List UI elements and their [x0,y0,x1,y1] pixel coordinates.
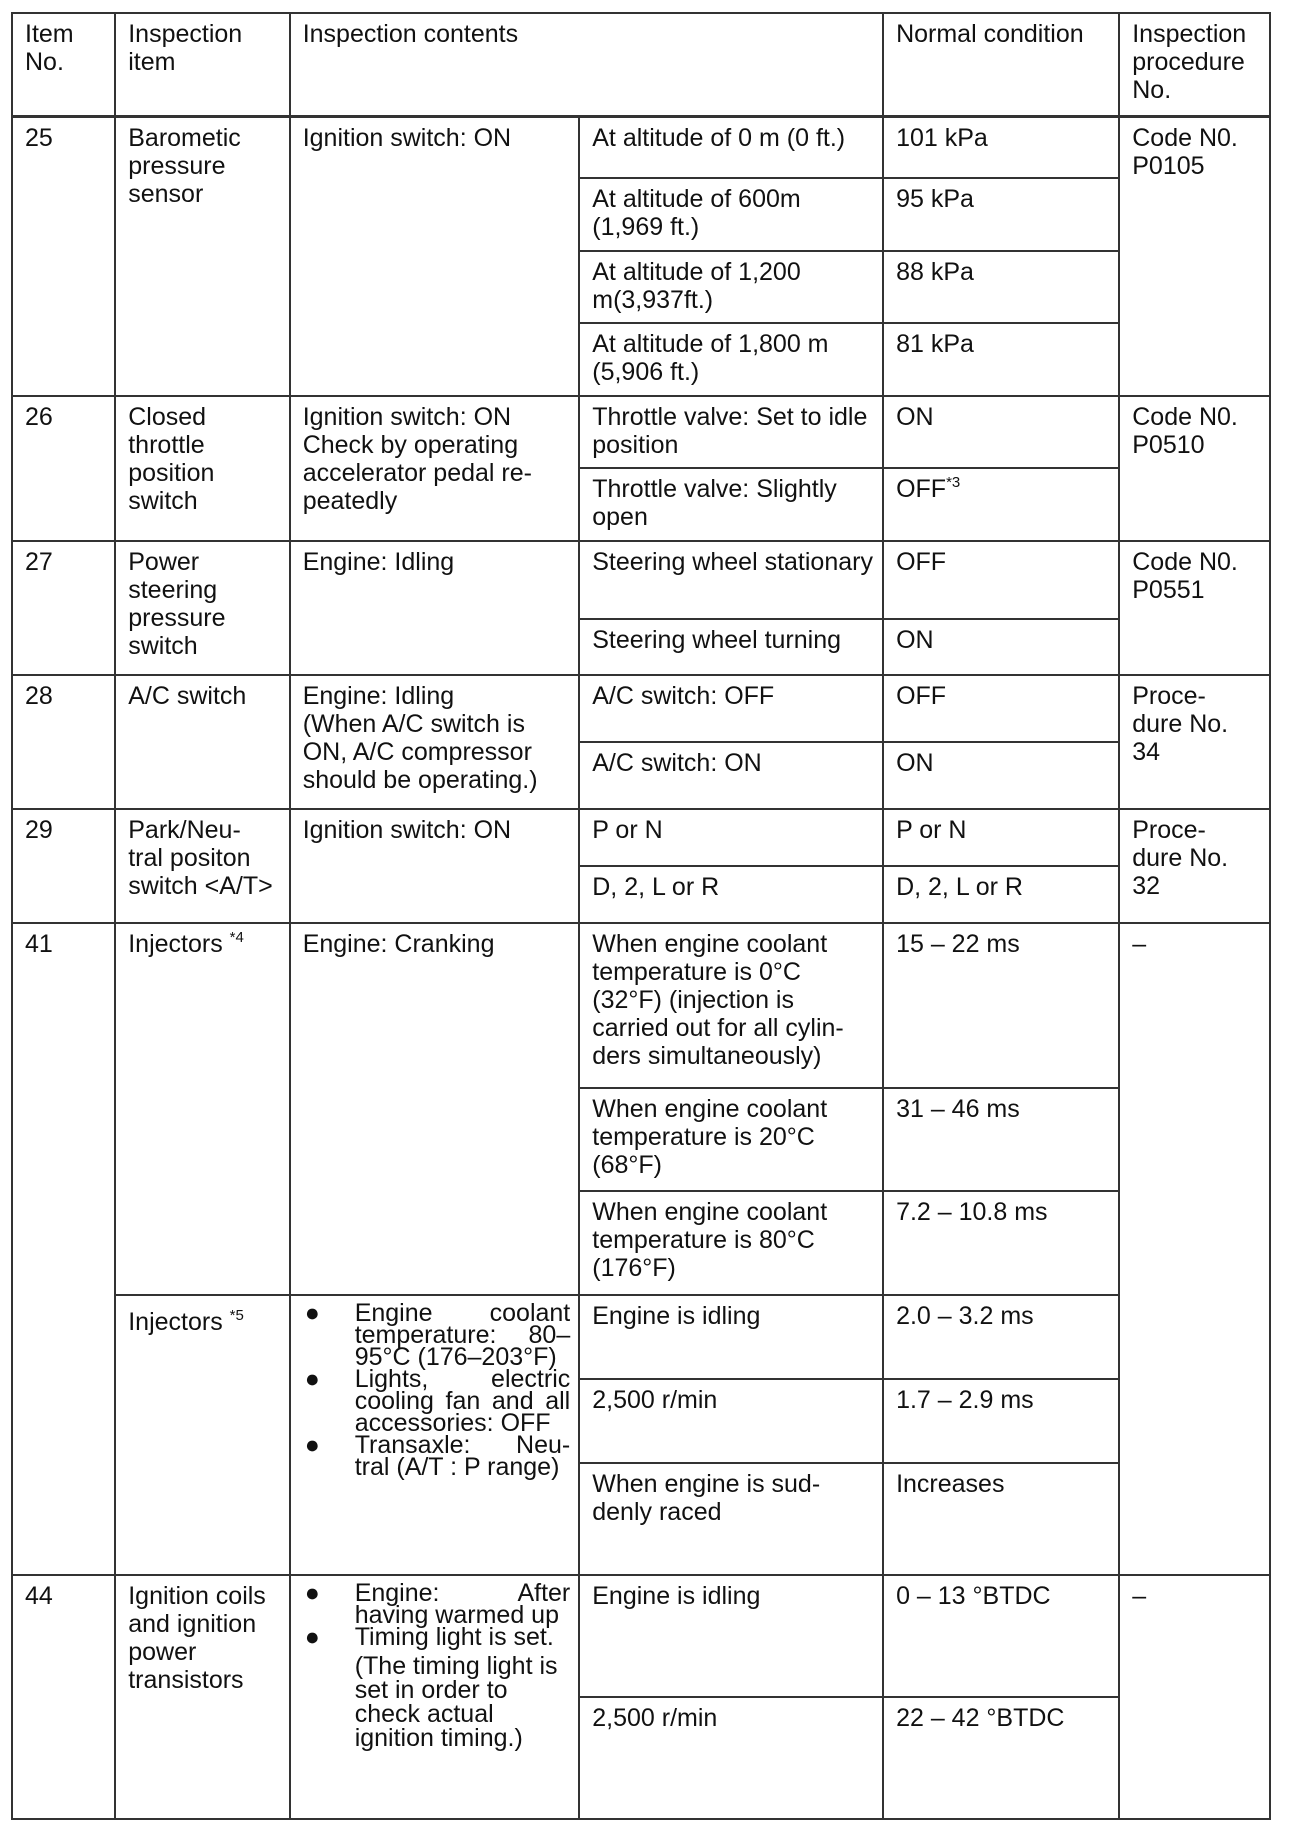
normal-condition-cell: 31 – 46 ms [883,1088,1119,1191]
item-label: Injectors [128,1307,223,1336]
table-row [12,1575,1270,1697]
condition-cell: At altitude of 1,800 m (5,906 ft.) [579,323,883,396]
inspection-contents: Engine: Cranking [290,923,580,1294]
procedure-no: – [1119,923,1270,1575]
footnote-marker: *3 [946,474,961,492]
condition-cell: Steering wheel stationary [579,541,883,620]
header-procedure-no: Inspection procedure No. [1119,13,1270,117]
normal-condition-cell: 15 – 22 ms [883,923,1119,1088]
normal-condition-cell: ON [883,619,1119,675]
bullet-item [303,1364,571,1437]
normal-condition-cell [883,468,1119,541]
inspection-contents: Engine: Idling [290,541,580,675]
condition-bullets [303,1578,571,1651]
table-row [12,1295,1270,1380]
procedure-no: – [1119,1575,1270,1819]
bullet-text: Transaxle: Neu- tral (A/T : P range) [354,1430,571,1481]
procedure-no: Code N0. P0510 [1119,396,1270,541]
bullet-item [303,1578,571,1629]
bullet-dot: ● [304,1364,320,1393]
condition-cell: Engine is idling [579,1575,883,1697]
condition-cell: When engine coolant temperature is 0°C (32°F) (injection is carried out for all cylin- ders simultaneously) [579,923,883,1088]
procedure-no: Proce- dure No. 34 [1119,675,1270,809]
item-no: 29 [12,809,115,923]
condition-cell: Throttle valve: Slightly open [579,468,883,541]
condition-bullets [303,1298,571,1481]
condition-cell: D, 2, L or R [579,866,883,923]
procedure-no: Code N0. P0105 [1119,117,1270,396]
table-row [12,675,1270,742]
normal-condition-cell: 22 – 42 °BTDC [883,1697,1119,1819]
inspection-item: A/C switch [115,675,289,809]
inspection-contents: Ignition switch: ON Check by operating accelerator pedal re- peatedly [290,396,580,541]
condition-cell: At altitude of 1,200 m(3,937ft.) [579,251,883,324]
normal-condition-cell: P or N [883,809,1119,866]
condition-cell: P or N [579,809,883,866]
inspection-item: Power steering pressure switch [115,541,289,675]
item-no: 44 [12,1575,115,1819]
item-no: 27 [12,541,115,675]
bullet-dot: ● [304,1622,320,1651]
normal-condition-cell: OFF [883,541,1119,620]
header-inspection-contents: Inspection contents [290,13,883,117]
inspection-contents [290,1295,580,1575]
bullet-text: Lights, electric cooling fan and all accessories: OFF [354,1364,571,1437]
condition-cell: At altitude of 0 m (0 ft.) [579,117,883,179]
bullet-text: Engine coolant temperature: 80–95°C (176–203°F) [354,1298,571,1371]
bullet-text: Engine: After having warmed up [354,1578,571,1629]
normal-condition-cell: D, 2, L or R [883,866,1119,923]
normal-condition-cell: Increases [883,1463,1119,1575]
normal-condition-cell: OFF [883,675,1119,742]
table-row [12,809,1270,866]
item-no: 41 [12,923,115,1575]
header-item-no: Item No. [12,13,115,117]
normal-condition-cell: 1.7 – 2.9 ms [883,1379,1119,1463]
bullet-dot: ● [304,1578,320,1607]
procedure-no: Proce- dure No. 32 [1119,809,1270,923]
normal-value: OFF [896,475,947,504]
table-row [12,117,1270,179]
normal-condition-cell: 88 kPa [883,251,1119,324]
normal-condition-cell: 95 kPa [883,178,1119,251]
bullet-item [303,1430,571,1481]
inspection-item [115,1295,289,1575]
inspection-item: Barometic pressure sensor [115,117,289,396]
inspection-item [115,923,289,1294]
condition-cell: When engine coolant temperature is 80°C (176°F) [579,1191,883,1294]
inspection-contents: Ignition switch: ON [290,117,580,396]
bullet-text: Timing light is set. [354,1622,554,1651]
condition-cell: 2,500 r/min [579,1697,883,1819]
normal-condition-cell: 2.0 – 3.2 ms [883,1295,1119,1380]
item-no: 25 [12,117,115,396]
inspection-table [11,12,1271,1820]
footnote-marker: *4 [229,929,244,947]
item-label: Injectors [128,930,223,959]
inspection-contents: Ignition switch: ON [290,809,580,923]
inspection-item: Park/Neu- tral positon switch <A/T> [115,809,289,923]
header-inspection-item: Inspection item [115,13,289,117]
timing-light-note: (The timing light is set in order to check actual ignition timing.) [354,1651,558,1752]
condition-cell: 2,500 r/min [579,1379,883,1463]
table-row [12,541,1270,620]
inspection-contents [290,675,580,809]
normal-condition-cell: 81 kPa [883,323,1119,396]
condition-cell: When engine coolant temperature is 20°C (68°F) [579,1088,883,1191]
bullet-dot: ● [304,1298,320,1327]
condition-cell: When engine is sud- denly raced [579,1463,883,1575]
normal-condition-cell: 0 – 13 °BTDC [883,1575,1119,1697]
condition-cell: At altitude of 600m (1,969 ft.) [579,178,883,251]
contents-note: (When A/C switch is ON, A/C compressor should be operating.) [302,709,538,794]
footnote-marker: *5 [229,1306,244,1324]
bullet-item [303,1298,571,1371]
normal-condition-cell: ON [883,396,1119,469]
header-row [12,13,1270,117]
inspection-contents [290,1575,580,1819]
condition-cell: A/C switch: OFF [579,675,883,742]
bullet-item [303,1622,571,1651]
item-no: 26 [12,396,115,541]
inspection-item: Ignition coils and ignition power transistors [115,1575,289,1819]
condition-cell: Throttle valve: Set to idle position [579,396,883,469]
normal-condition-cell: ON [883,742,1119,809]
condition-cell: A/C switch: ON [579,742,883,809]
header-normal-condition: Normal condition [883,13,1119,117]
contents-line: Engine: Idling [302,681,455,710]
procedure-no: Code N0. P0551 [1119,541,1270,675]
condition-cell: Steering wheel turning [579,619,883,675]
normal-condition-cell: 101 kPa [883,117,1119,179]
item-no: 28 [12,675,115,809]
inspection-item: Closed throttle position switch [115,396,289,541]
condition-cell: Engine is idling [579,1295,883,1380]
table-row [12,396,1270,469]
table-row [12,923,1270,1088]
bullet-dot: ● [304,1430,320,1459]
normal-condition-cell: 7.2 – 10.8 ms [883,1191,1119,1294]
